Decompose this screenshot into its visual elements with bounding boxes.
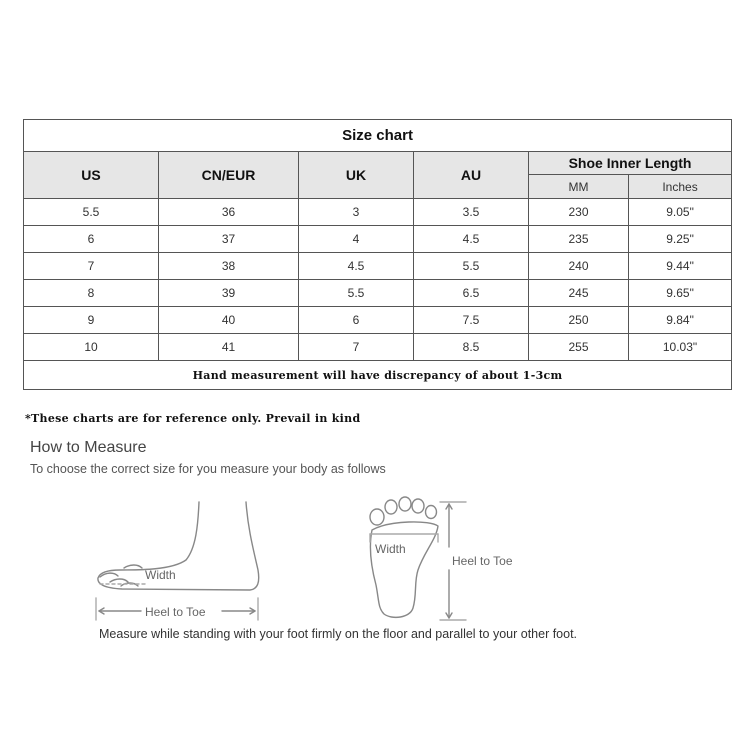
table-row <box>24 280 732 307</box>
top-width-label: Width <box>375 542 406 556</box>
cell-mm: 230 <box>529 199 629 226</box>
reference-disclaimer: *These charts are for reference only. Prevail in kind <box>25 412 361 425</box>
cell-uk: 6 <box>299 307 414 334</box>
cell-uk: 3 <box>299 199 414 226</box>
cell-au: 6.5 <box>414 280 529 307</box>
cell-mm: 255 <box>529 334 629 361</box>
cell-mm: 240 <box>529 253 629 280</box>
cell-us: 8 <box>24 280 159 307</box>
cell-uk: 4.5 <box>299 253 414 280</box>
cell-uk: 5.5 <box>299 280 414 307</box>
col-header-mm: MM <box>529 175 629 199</box>
cell-cn-eur: 41 <box>159 334 299 361</box>
table-title: Size chart <box>24 120 732 152</box>
cell-cn-eur: 39 <box>159 280 299 307</box>
cell-us: 6 <box>24 226 159 253</box>
cell-cn-eur: 37 <box>159 226 299 253</box>
cell-uk: 7 <box>299 334 414 361</box>
side-heel-to-toe-label: Heel to Toe <box>145 605 206 619</box>
cell-us: 10 <box>24 334 159 361</box>
how-to-measure-subtitle: To choose the correct size for you measure your body as follows <box>30 462 386 476</box>
col-header-cn-eur: CN/EUR <box>159 152 299 199</box>
cell-mm: 245 <box>529 280 629 307</box>
cell-cn-eur: 36 <box>159 199 299 226</box>
col-header-uk: UK <box>299 152 414 199</box>
top-heel-to-toe-label: Heel to Toe <box>452 554 513 568</box>
measure-instruction: Measure while standing with your foot firmly on the floor and parallel to your other foot. <box>99 627 578 641</box>
cell-au: 5.5 <box>414 253 529 280</box>
cell-au: 3.5 <box>414 199 529 226</box>
cell-inches: 9.44" <box>629 253 732 280</box>
col-header-inches: Inches <box>629 175 732 199</box>
cell-cn-eur: 38 <box>159 253 299 280</box>
cell-inches: 9.65" <box>629 280 732 307</box>
cell-au: 8.5 <box>414 334 529 361</box>
cell-inches: 9.84" <box>629 307 732 334</box>
foot-side-view-icon <box>96 502 259 620</box>
cell-us: 5.5 <box>24 199 159 226</box>
cell-uk: 4 <box>299 226 414 253</box>
cell-au: 7.5 <box>414 307 529 334</box>
cell-au: 4.5 <box>414 226 529 253</box>
cell-inches: 9.25" <box>629 226 732 253</box>
col-header-us: US <box>24 152 159 199</box>
cell-us: 7 <box>24 253 159 280</box>
col-header-au: AU <box>414 152 529 199</box>
table-row <box>24 199 732 226</box>
table-row <box>24 226 732 253</box>
cell-inches: 9.05" <box>629 199 732 226</box>
cell-cn-eur: 40 <box>159 307 299 334</box>
side-width-label: Width <box>145 568 176 582</box>
col-header-inner-length: Shoe Inner Length <box>529 152 732 175</box>
foot-measure-illustration <box>0 490 750 630</box>
how-to-measure-title: How to Measure <box>30 439 147 456</box>
size-chart-table <box>23 119 732 390</box>
cell-mm: 250 <box>529 307 629 334</box>
cell-inches: 10.03" <box>629 334 732 361</box>
cell-us: 9 <box>24 307 159 334</box>
table-row <box>24 307 732 334</box>
table-row <box>24 334 732 361</box>
table-row <box>24 253 732 280</box>
cell-mm: 235 <box>529 226 629 253</box>
discrepancy-note: Hand measurement will have discrepancy of about 1-3cm <box>24 361 732 390</box>
